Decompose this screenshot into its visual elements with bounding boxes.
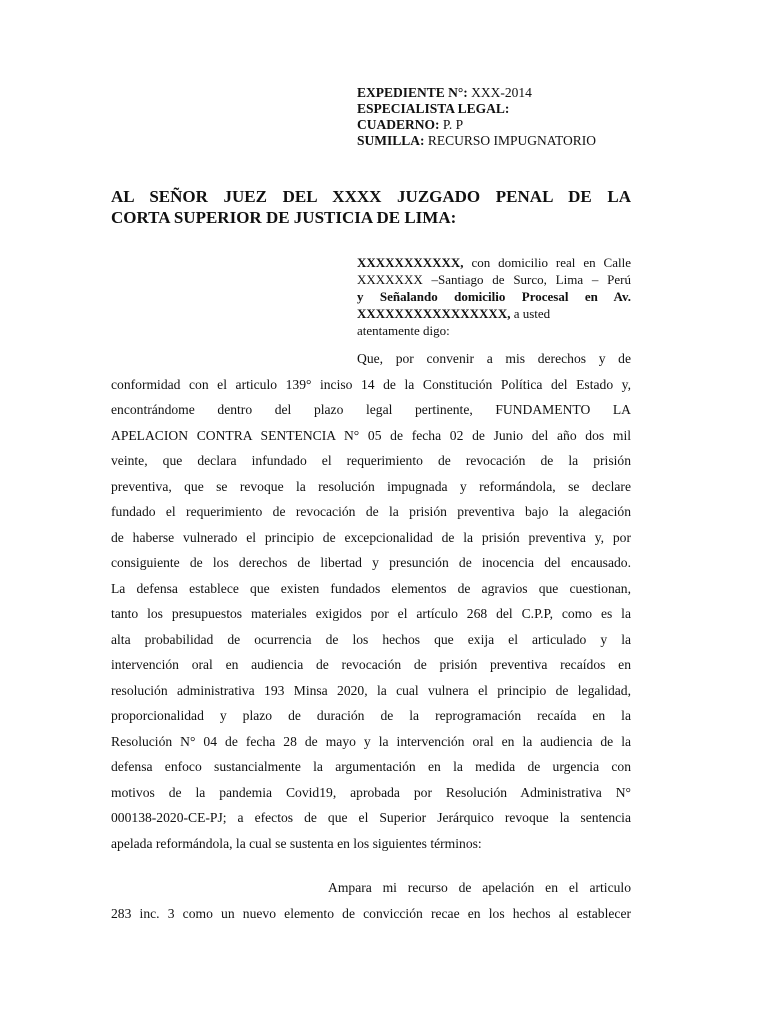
sumilla-value: RECURSO IMPUGNATORIO: [427, 133, 597, 148]
expediente-label: EXPEDIENTE N°:: [357, 85, 468, 100]
cuaderno-label: CUADERNO:: [357, 117, 440, 132]
procedural-domicile-value: XXXXXXXXXXXXXXXX,: [357, 306, 511, 321]
petitioner-intro: [357, 254, 631, 339]
addressee-line-2: CORTA SUPERIOR DE JUSTICIA DE LIMA:: [111, 208, 457, 227]
text-line: Ampara mi recurso de apelación en el articulo: [328, 880, 631, 895]
text-line: de haberse vulnerado el principio de excepcionalidad de la prisión preventiva y, por: [111, 529, 631, 545]
petitioner-name: XXXXXXXXXXX,: [357, 255, 464, 270]
case-header: [357, 85, 596, 149]
especialista-row: [357, 101, 596, 117]
text-line: encontrándome dentro del plazo legal pertinente, FUNDAMENTO LA: [111, 402, 631, 417]
expediente-row: [357, 85, 596, 101]
text-line: APELACION CONTRA SENTENCIA N° 05 de fecha 02 de Junio del año dos mil: [111, 427, 631, 443]
text-line: fundado el requerimiento de revocación de la prisión preventiva bajo la alegación: [111, 504, 631, 519]
text-line: intervención oral en audiencia de revocación de prisión preventiva recaídos en: [111, 657, 631, 672]
text-line: conformidad con el articulo 139° inciso 14 de la Constitución Política del Estado y,: [111, 376, 631, 392]
intro-line-4: [357, 305, 631, 322]
cuaderno-value: P. P: [442, 117, 464, 132]
procedural-domicile-label: y Señalando domicilio Procesal en Av.: [357, 289, 631, 304]
addressee-heading: [111, 186, 631, 228]
especialista-label: ESPECIALISTA LEGAL:: [357, 101, 510, 116]
sumilla-row: [357, 133, 596, 149]
text-line: preventiva, que se revoque la resolución impugnada y reformándola, se declare: [111, 478, 631, 494]
intro-line-3: [357, 288, 631, 305]
text-line: resolución administrativa 193 Minsa 2020, la cual vulnera el principio de legalidad,: [111, 682, 631, 698]
text-line: alta probabilidad de ocurrencia de los hechos que exija el articulado y la: [111, 631, 631, 647]
text-line: veinte, que declara infundado el requerimiento de revocación de la prisión: [111, 453, 631, 468]
text-line: motivos de la pandemia Covid19, aprobada por Resolución Administrativa N°: [111, 784, 631, 800]
text-line: apelada reformándola, la cual se sustenta en los siguientes términos:: [111, 835, 482, 851]
expediente-value: XXX-2014: [471, 85, 532, 100]
text-line: consiguiente de los derechos de libertad y presunción de inocencia del encausado.: [111, 555, 631, 570]
sumilla-label: SUMILLA:: [357, 133, 425, 148]
intro-line-1: [357, 254, 631, 271]
intro-line-4-rest: a usted: [510, 306, 551, 321]
text-line: defensa enfoco sustancialmente la argumentación en la medida de urgencia con: [111, 759, 631, 774]
cuaderno-row: [357, 117, 596, 133]
intro-line-2: XXXXXXX –Santiago de Surco, Lima – Perú: [357, 272, 631, 287]
intro-line-5: atentamente digo:: [357, 323, 450, 338]
intro-line-1-rest: con domicilio real en Calle: [463, 255, 631, 270]
text-line: 283 inc. 3 como un nuevo elemento de convicción recae en los hechos al establecer: [111, 905, 631, 921]
addressee-line-1: AL SEÑOR JUEZ DEL XXXX JUZGADO PENAL DE LA: [111, 187, 631, 206]
text-line: proporcionalidad y plazo de duración de la reprogramación recaída en la: [111, 708, 631, 723]
text-line: Que, por convenir a mis derechos y de: [357, 351, 631, 366]
body-paragraph-1: [111, 346, 631, 856]
text-line: 000138-2020-CE-PJ; a efectos de que el Superior Jerárquico revoque la sentencia: [111, 810, 631, 825]
text-line: Resolución N° 04 de fecha 28 de mayo y la intervención oral en la audiencia de la: [111, 733, 631, 749]
body-paragraph-2: [111, 875, 631, 926]
text-line: La defensa establece que existen fundados elementos de agravios que cuestionan,: [111, 580, 631, 596]
text-line: tanto los presupuestos materiales exigidos por el artículo 268 del C.P.P, como es la: [111, 606, 631, 621]
